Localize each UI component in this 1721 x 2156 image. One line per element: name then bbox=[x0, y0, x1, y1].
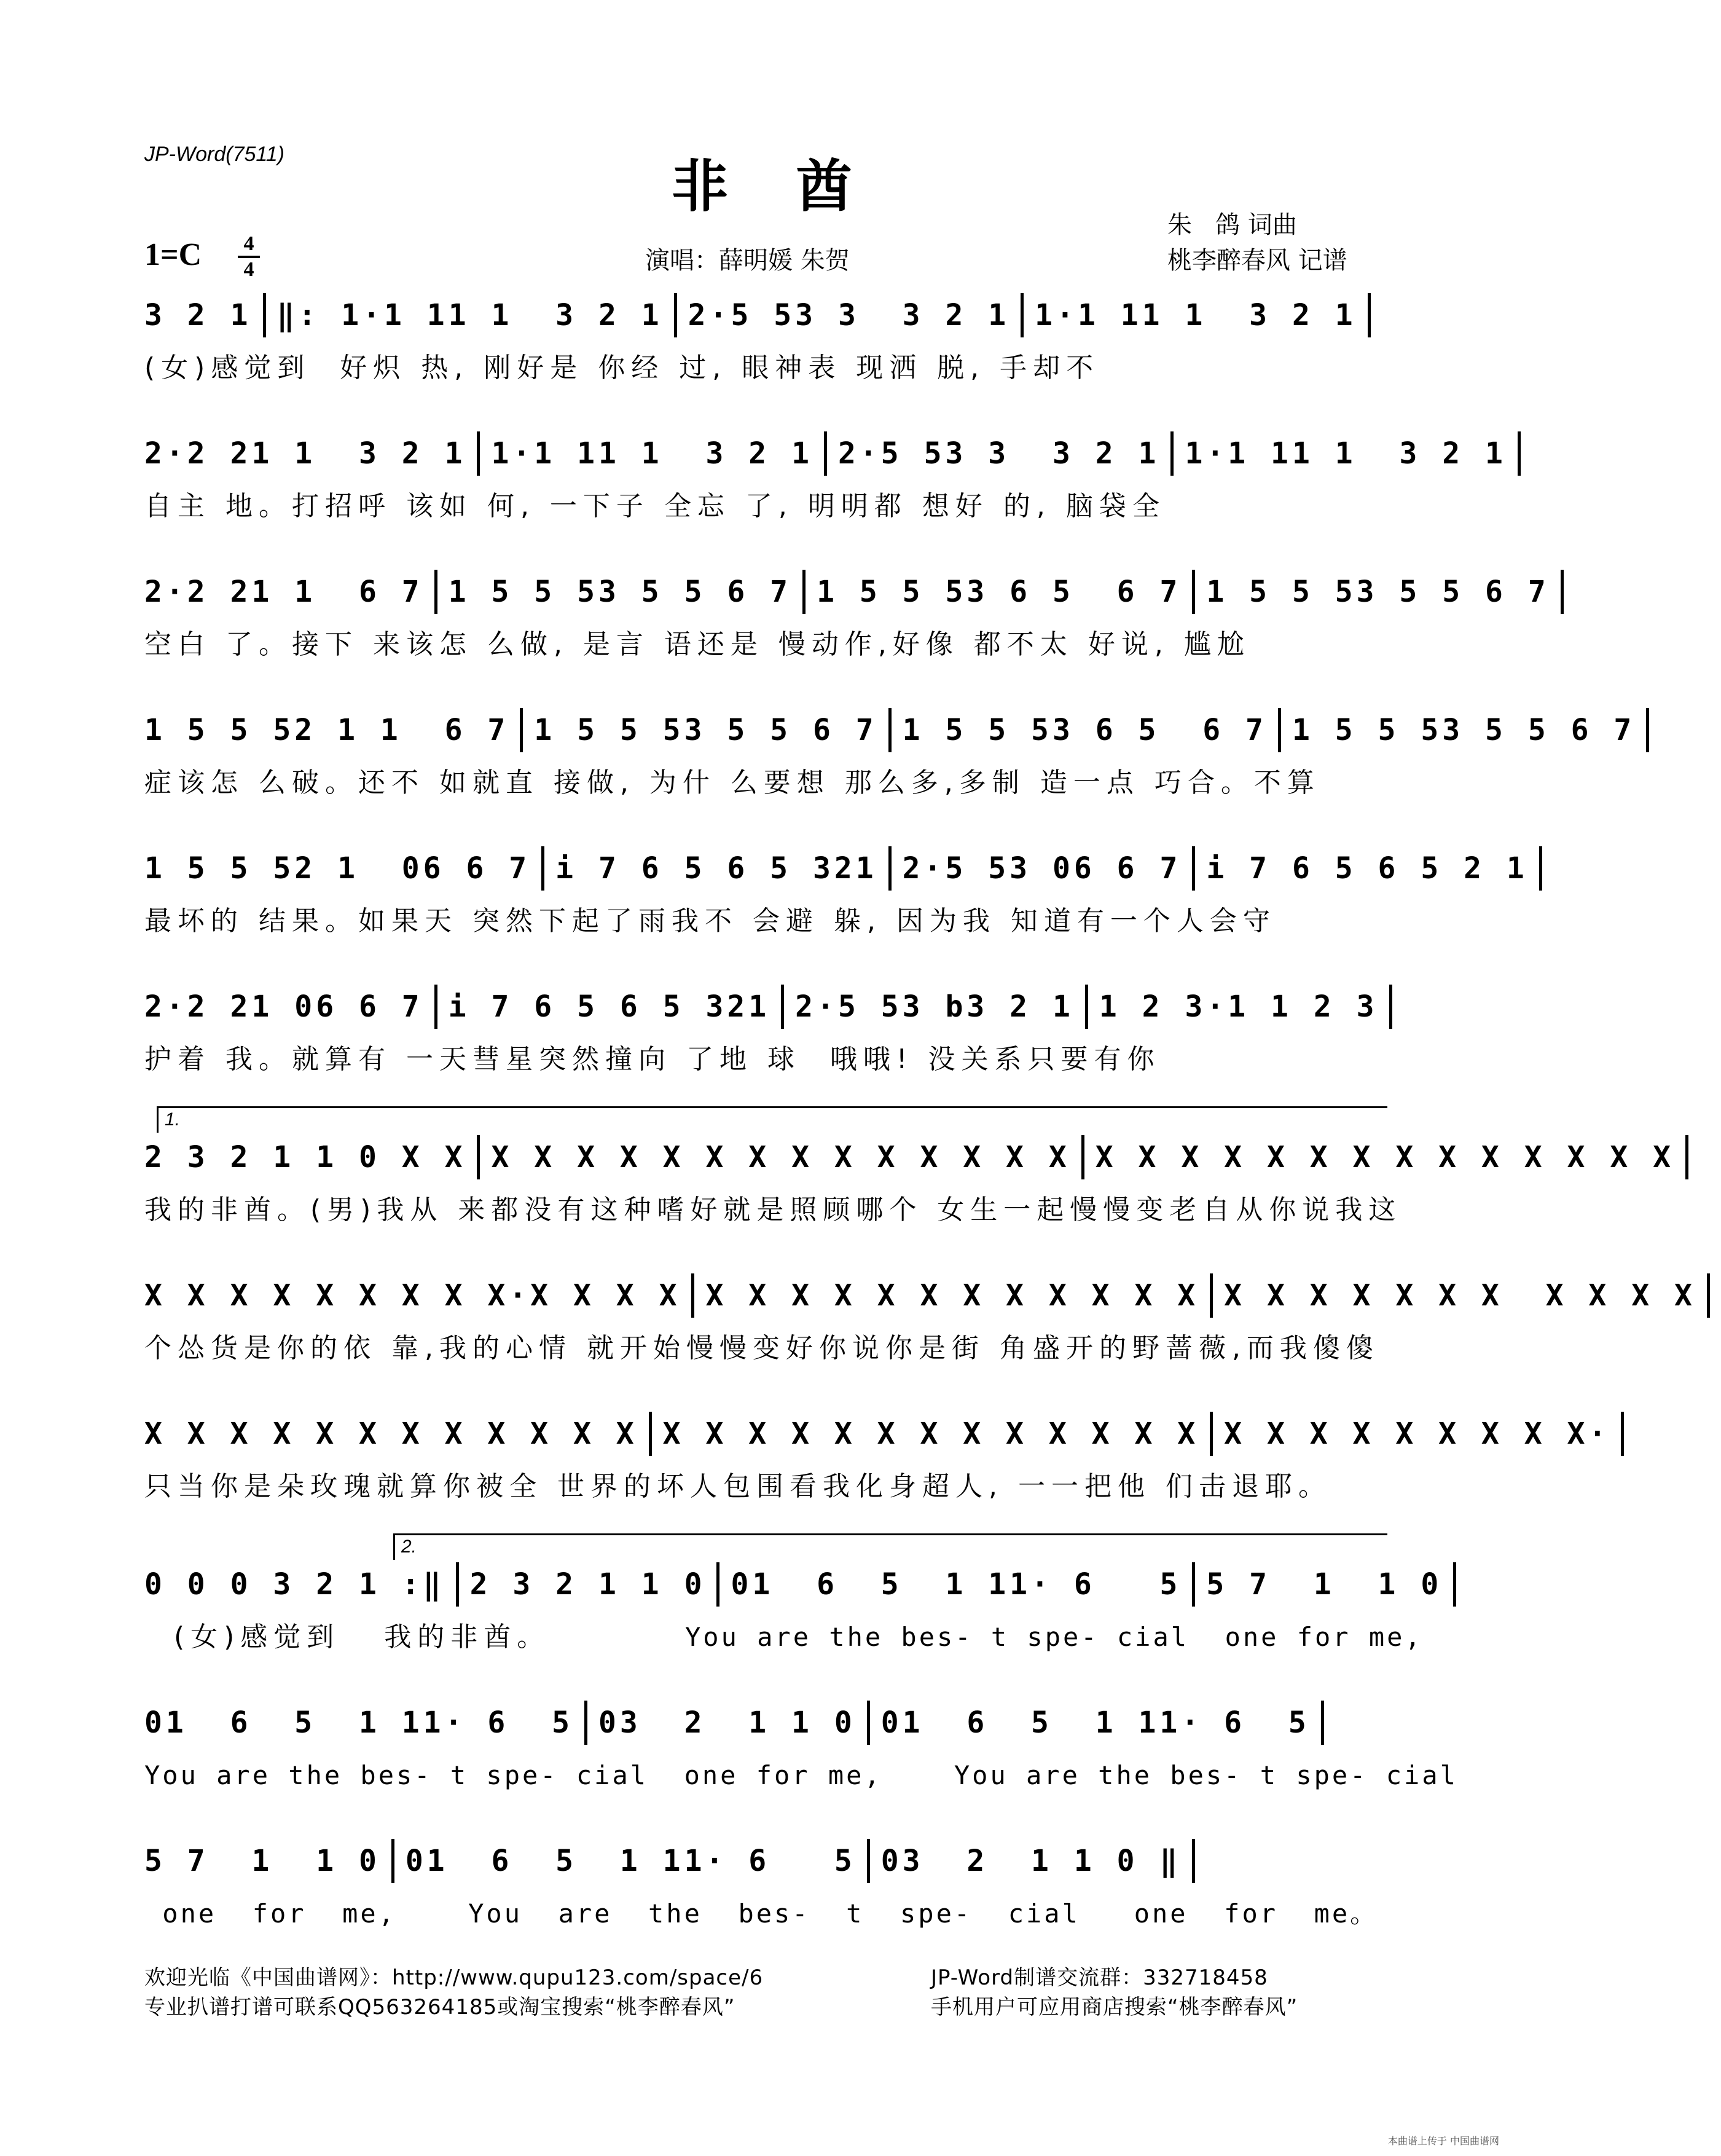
barline bbox=[391, 1839, 394, 1883]
score-system bbox=[144, 565, 1550, 666]
barline bbox=[1321, 1701, 1324, 1745]
score-system bbox=[144, 704, 1636, 805]
lyric-line: 空白 了。接下 来该怎 么做, 是言 语还是 慢动作,好像 都不太 好说, 尴尬 bbox=[144, 629, 1250, 660]
time-signature bbox=[235, 232, 262, 281]
barline bbox=[1192, 1839, 1195, 1883]
barline bbox=[1389, 985, 1392, 1029]
barline bbox=[1368, 293, 1371, 337]
measure: 5 7 1 1 0 bbox=[144, 1844, 380, 1878]
measure: i 7 6 5 6 5 321 bbox=[555, 851, 877, 886]
measure: 03 2 1 1 0 bbox=[598, 1706, 856, 1740]
lyric-line: 个怂货是你的依 靠,我的心情 就开始慢慢变好你说你是街 角盛开的野蔷薇,而我傻傻 bbox=[144, 1332, 1379, 1364]
measure: 5 7 1 1 0 bbox=[1206, 1567, 1443, 1602]
measure: 2 3 2 1 1 0 X X bbox=[144, 1140, 466, 1174]
volta-label: 2. bbox=[401, 1536, 417, 1557]
measure: 2·2 21 06 6 7 bbox=[144, 989, 423, 1024]
barline bbox=[802, 570, 806, 614]
score-system bbox=[144, 842, 1528, 943]
barline bbox=[456, 1562, 459, 1607]
score-system bbox=[144, 980, 1386, 1081]
notation-line bbox=[144, 427, 1507, 476]
notation-line bbox=[144, 842, 1528, 891]
barline bbox=[1518, 431, 1521, 476]
measure: 03 2 1 1 0 ‖ bbox=[880, 1844, 1182, 1878]
notation-line bbox=[144, 1696, 1386, 1745]
measure: 01 6 5 1 11· 6 5 bbox=[144, 1706, 573, 1740]
volta-bracket bbox=[393, 1533, 1387, 1560]
measure: ‖: 1·1 11 1 3 2 1 bbox=[276, 298, 663, 332]
lyricist-credit: 朱 鸽 词曲 bbox=[1167, 211, 1297, 239]
measure: 1 5 5 53 6 5 6 7 bbox=[817, 575, 1182, 609]
barline bbox=[520, 708, 523, 752]
barline bbox=[674, 293, 677, 337]
barline bbox=[824, 431, 827, 476]
barline bbox=[1278, 708, 1281, 752]
notation-line bbox=[144, 565, 1550, 615]
footer-app: 手机用户可应用商店搜索“桃李醉春风” bbox=[931, 1995, 1298, 2020]
barline bbox=[1085, 985, 1088, 1029]
notation-line bbox=[144, 1269, 1696, 1318]
barline bbox=[1453, 1562, 1456, 1607]
upload-stamp: 本曲谱上传于 中国曲谱网 bbox=[1387, 2135, 1499, 2147]
measure: 0 0 0 3 2 1 :‖ bbox=[144, 1567, 445, 1602]
footer-site: 欢迎光临《中国曲谱网》：http://www.qupu123.com/space/6 bbox=[144, 1965, 764, 1990]
measure: 1·1 11 1 3 2 1 bbox=[1185, 436, 1507, 471]
barline bbox=[434, 985, 437, 1029]
notation-line bbox=[144, 1558, 1443, 1607]
measure: X X X X X X X X X X X X bbox=[705, 1278, 1199, 1313]
measure: 01 6 5 1 11· 6 5 bbox=[731, 1567, 1182, 1602]
notation-line bbox=[144, 704, 1636, 753]
measure: 1 5 5 52 1 06 6 7 bbox=[144, 851, 531, 886]
score-system bbox=[144, 1536, 1443, 1659]
measure: 2·5 53 3 3 2 1 bbox=[688, 298, 1010, 332]
barline bbox=[434, 570, 437, 614]
measure: 2·5 53 06 6 7 bbox=[902, 851, 1182, 886]
measure: 1 5 5 53 5 5 6 7 bbox=[1292, 713, 1636, 747]
measure: 1 5 5 53 5 5 6 7 bbox=[1206, 575, 1550, 609]
footer-group: JP-Word制谱交流群：332718458 bbox=[931, 1965, 1268, 1990]
barline bbox=[1707, 1273, 1710, 1318]
barline bbox=[691, 1273, 694, 1318]
lyric-line: (女)感觉到 我的非酋。 bbox=[144, 1621, 639, 1653]
barline bbox=[1081, 1135, 1084, 1179]
barline bbox=[477, 431, 480, 476]
measure: 1 2 3·1 1 2 3 bbox=[1099, 989, 1378, 1024]
measure: X X X X X X X X X· bbox=[1224, 1417, 1610, 1451]
song-title: 非酋 bbox=[671, 154, 920, 219]
barline bbox=[888, 846, 892, 891]
barline bbox=[1646, 708, 1649, 752]
measure: X X X X X X X X X X X bbox=[1224, 1278, 1696, 1313]
measure: 1 5 5 53 5 5 6 7 bbox=[534, 713, 877, 747]
barline bbox=[1210, 1273, 1213, 1318]
measure: X X X X X X X X X X X X X X bbox=[1095, 1140, 1675, 1174]
scribe-credit: 桃李醉春风 记谱 bbox=[1167, 246, 1347, 275]
measure: i 7 6 5 6 5 321 bbox=[448, 989, 770, 1024]
measure: 1 5 5 53 6 5 6 7 bbox=[902, 713, 1267, 747]
barline bbox=[1192, 846, 1195, 891]
notation-line bbox=[144, 289, 1386, 338]
lyric-line: 只当你是朵玫瑰就算你被全 世界的坏人包围看我化身超人, 一一把他 们击退耶。 bbox=[144, 1471, 1331, 1502]
barline bbox=[888, 708, 892, 752]
barline bbox=[1621, 1412, 1624, 1456]
measure: 2·2 21 1 3 2 1 bbox=[144, 436, 466, 471]
barline bbox=[1539, 846, 1542, 891]
measure: 01 6 5 1 11· 6 5 bbox=[880, 1706, 1310, 1740]
barline bbox=[781, 985, 784, 1029]
measure: 1·1 11 1 3 2 1 bbox=[491, 436, 813, 471]
barline bbox=[1192, 570, 1195, 614]
measure: X X X X X X X X X X X X X X bbox=[491, 1140, 1070, 1174]
barline bbox=[1021, 293, 1024, 337]
measure: X X X X X X X X X X X X bbox=[144, 1417, 638, 1451]
english-lyric-line: You are the bes- t spe- cial one for me, You are the bes- t spe- cial bbox=[144, 1760, 1458, 1790]
measure: 2·2 21 1 6 7 bbox=[144, 575, 423, 609]
measure: 3 2 1 bbox=[144, 298, 252, 332]
lyric-line: 症该怎 么破。还不 如就直 接做, 为什 么要想 那么多,多制 造一点 巧合。不算 bbox=[144, 767, 1320, 798]
barline bbox=[716, 1562, 719, 1607]
english-lyric-line: one for me, You are the bes- t spe- cial one for me。 bbox=[144, 1898, 1379, 1929]
singer-credit: 演唱：薛明媛 朱贺 bbox=[645, 246, 850, 275]
measure: 2·5 53 3 3 2 1 bbox=[837, 436, 1160, 471]
barline bbox=[541, 846, 544, 891]
measure: 1 5 5 53 5 5 6 7 bbox=[448, 575, 792, 609]
score-system bbox=[144, 1696, 1458, 1797]
measure: 1 5 5 52 1 1 6 7 bbox=[144, 713, 509, 747]
notation-line bbox=[144, 1407, 1610, 1457]
measure: 1·1 11 1 3 2 1 bbox=[1035, 298, 1357, 332]
barline bbox=[1192, 1562, 1195, 1607]
key-signature: 1=C bbox=[144, 237, 202, 272]
score-system bbox=[144, 427, 1507, 528]
volta-bracket bbox=[157, 1106, 1387, 1133]
notation-line bbox=[144, 1835, 1386, 1884]
meter-top: 4 bbox=[243, 232, 254, 255]
footer-contact: 专业扒谱打谱可联系QQ563264185或淘宝搜索“桃李醉春风” bbox=[144, 1995, 735, 2020]
measure: 2 3 2 1 1 0 bbox=[469, 1567, 706, 1602]
barline bbox=[1685, 1135, 1688, 1179]
lyric-line: 我的非酋。(男)我从 来都没有这种嗜好就是照顾哪个 女生一起慢慢变老自从你说我这 bbox=[144, 1194, 1402, 1226]
notation-line bbox=[144, 1131, 1675, 1180]
score-system bbox=[144, 1269, 1696, 1370]
barline bbox=[1210, 1412, 1213, 1456]
barline bbox=[584, 1701, 587, 1745]
volta-label: 1. bbox=[165, 1109, 181, 1130]
lyric-line: 最坏的 结果。如果天 突然下起了雨我不 会避 躲, 因为我 知道有一个人会守 bbox=[144, 905, 1276, 937]
measure: 2·5 53 b3 2 1 bbox=[795, 989, 1074, 1024]
score-system bbox=[144, 1407, 1610, 1508]
barline bbox=[649, 1412, 652, 1456]
score-system bbox=[144, 289, 1386, 390]
measure: i 7 6 5 6 5 2 1 bbox=[1206, 851, 1528, 886]
lyric-line: 自主 地。打招呼 该如 何, 一下子 全忘 了, 明明都 想好 的, 脑袋全 bbox=[144, 490, 1166, 522]
barline bbox=[867, 1701, 870, 1745]
measure: 01 6 5 1 11· 6 5 bbox=[405, 1844, 856, 1878]
measure: X X X X X X X X X·X X X X bbox=[144, 1278, 681, 1313]
barline bbox=[1170, 431, 1174, 476]
meter-bottom: 4 bbox=[243, 258, 254, 281]
lyric-line: 护着 我。就算有 一天彗星突然撞向 了地 球 哦哦! 没关系只要有你 bbox=[144, 1044, 1161, 1075]
barline bbox=[867, 1839, 870, 1883]
measure: X X X X X X X X X X X X X bbox=[662, 1417, 1199, 1451]
barline bbox=[263, 293, 266, 337]
barline bbox=[1561, 570, 1564, 614]
lyric-line: (女)感觉到 好炽 热, 刚好是 你经 过, 眼神表 现洒 脱, 手却不 bbox=[144, 352, 1100, 384]
score-system bbox=[144, 1835, 1386, 1935]
software-label: JP-Word(7511) bbox=[144, 143, 284, 166]
score-system bbox=[144, 1109, 1675, 1232]
english-lyric-line: You are the bes- t spe- cial one for me, bbox=[685, 1622, 1423, 1652]
notation-line bbox=[144, 980, 1386, 1029]
barline bbox=[477, 1135, 480, 1179]
